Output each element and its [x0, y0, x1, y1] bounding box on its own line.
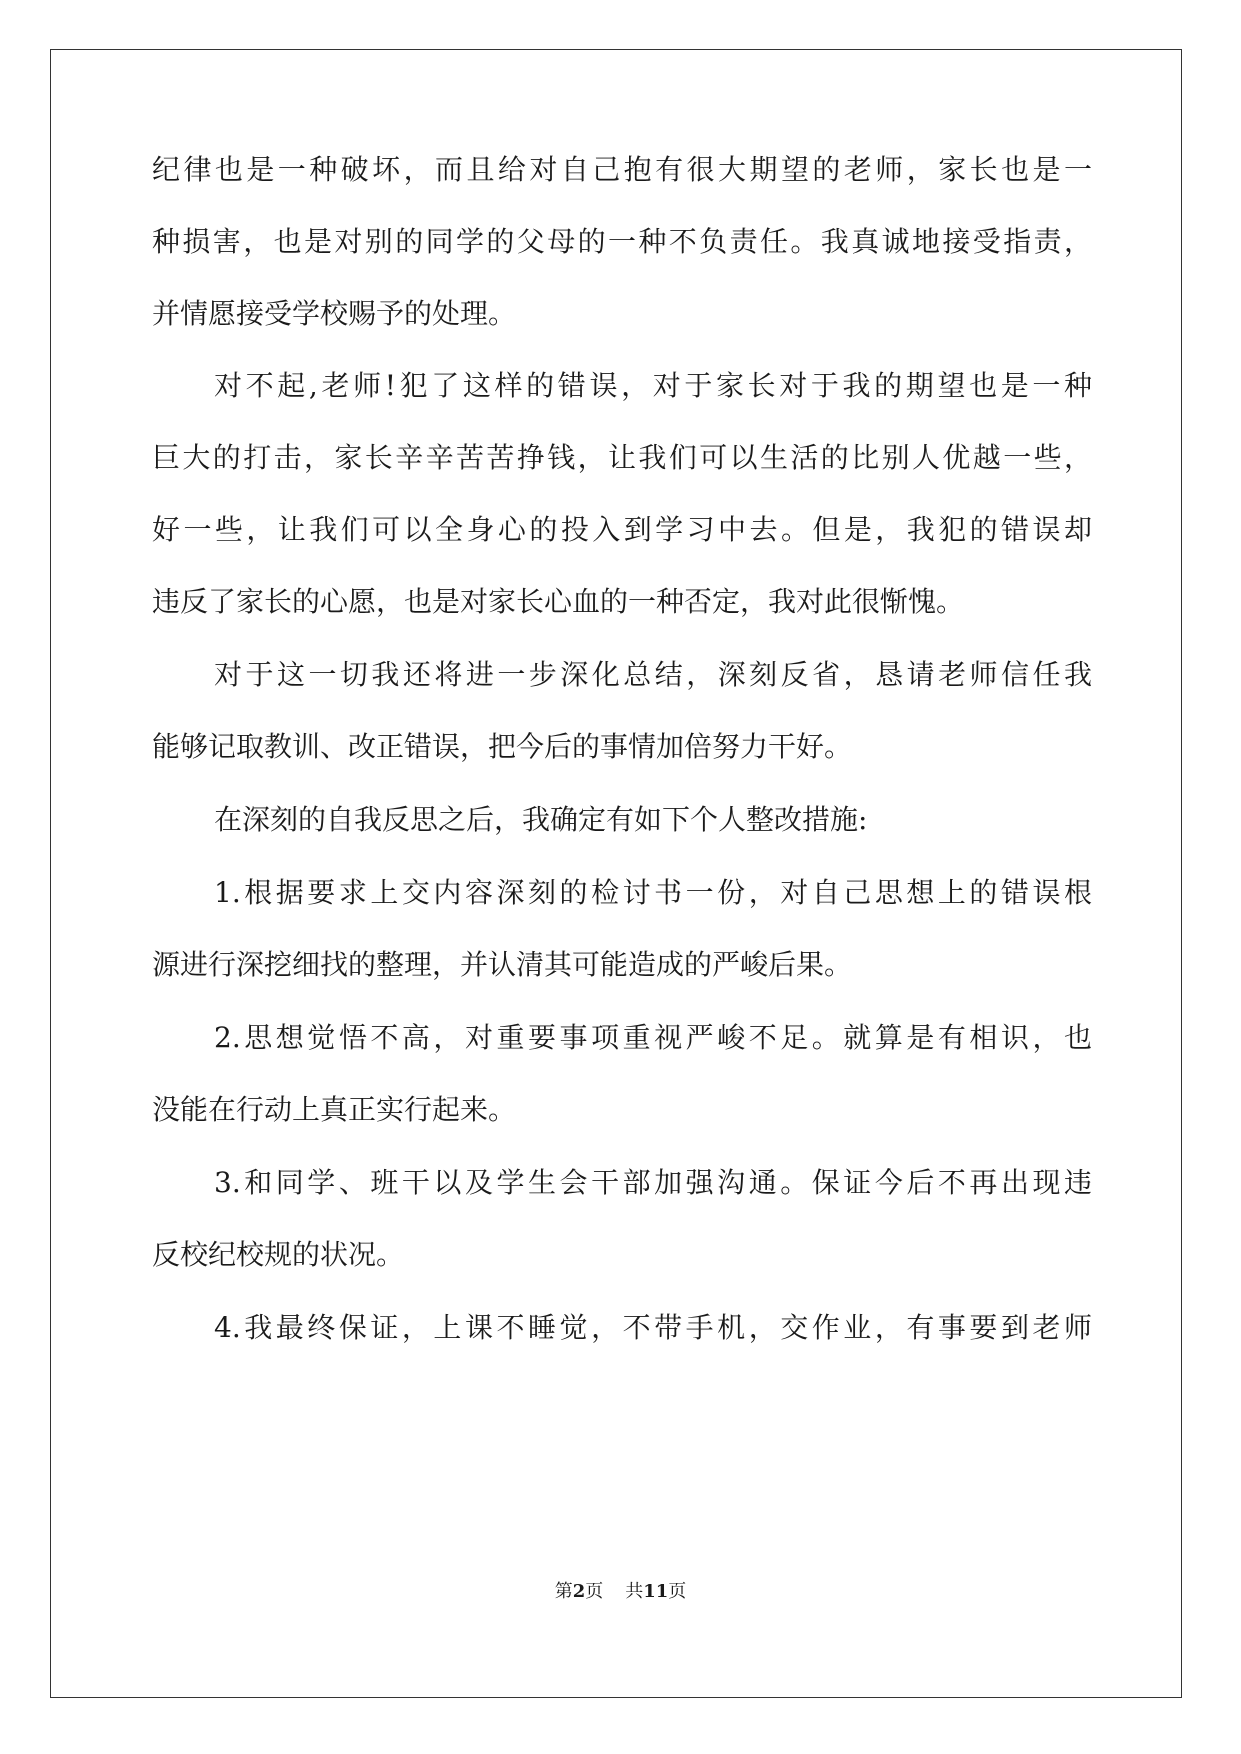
- body-line: 4.我最终保证，上课不睡觉，不带手机，交作业，有事要到老师: [214, 1311, 1092, 1344]
- page-footer: [0, 1580, 1241, 1604]
- body-line: 2.思想觉悟不高，对重要事项重视严峻不足。就算是有相识，也: [214, 1021, 1092, 1054]
- footer-total-prefix: 共: [625, 1581, 644, 1602]
- body-line: 违反了家长的心愿，也是对家长心血的一种否定，我对此很惭愧。: [152, 585, 965, 618]
- footer-prefix: 第: [554, 1581, 573, 1602]
- body-line: 没能在行动上真正实行起来。: [152, 1093, 517, 1126]
- footer-total-pages: 11: [643, 1581, 669, 1602]
- footer-total-suffix: 页: [668, 1581, 687, 1602]
- body-line: 3.和同学、班干以及学生会干部加强沟通。保证今后不再出现违: [214, 1166, 1092, 1199]
- footer-page-number: 2: [572, 1581, 586, 1602]
- body-line: 源进行深挖细找的整理，并认清其可能造成的严峻后果。: [152, 948, 853, 981]
- body-line: 巨大的打击，家长辛辛苦苦挣钱，让我们可以生活的比别人优越一些，: [152, 441, 1092, 474]
- body-line: 并情愿接受学校赐予的处理。: [152, 297, 517, 330]
- body-line: 对于这一切我还将进一步深化总结，深刻反省，恳请老师信任我: [214, 658, 1092, 691]
- body-line: 1.根据要求上交内容深刻的检讨书一份，对自己思想上的错误根: [214, 876, 1092, 909]
- body-line: 能够记取教训、改正错误，把今后的事情加倍努力干好。: [152, 730, 853, 763]
- body-line: 对不起,老师!犯了这样的错误，对于家长对于我的期望也是一种: [214, 369, 1092, 402]
- body-line: 在深刻的自我反思之后，我确定有如下个人整改措施:: [214, 803, 868, 836]
- body-line: 反校纪校规的状况。: [152, 1238, 405, 1271]
- body-line: 好一些，让我们可以全身心的投入到学习中去。但是，我犯的错误却: [152, 513, 1092, 546]
- body-line: 种损害，也是对别的同学的父母的一种不负责任。我真诚地接受指责，: [152, 225, 1092, 258]
- body-line: 纪律也是一种破坏，而且给对自己抱有很大期望的老师，家长也是一: [152, 153, 1092, 186]
- footer-page-suffix: 页: [585, 1581, 604, 1602]
